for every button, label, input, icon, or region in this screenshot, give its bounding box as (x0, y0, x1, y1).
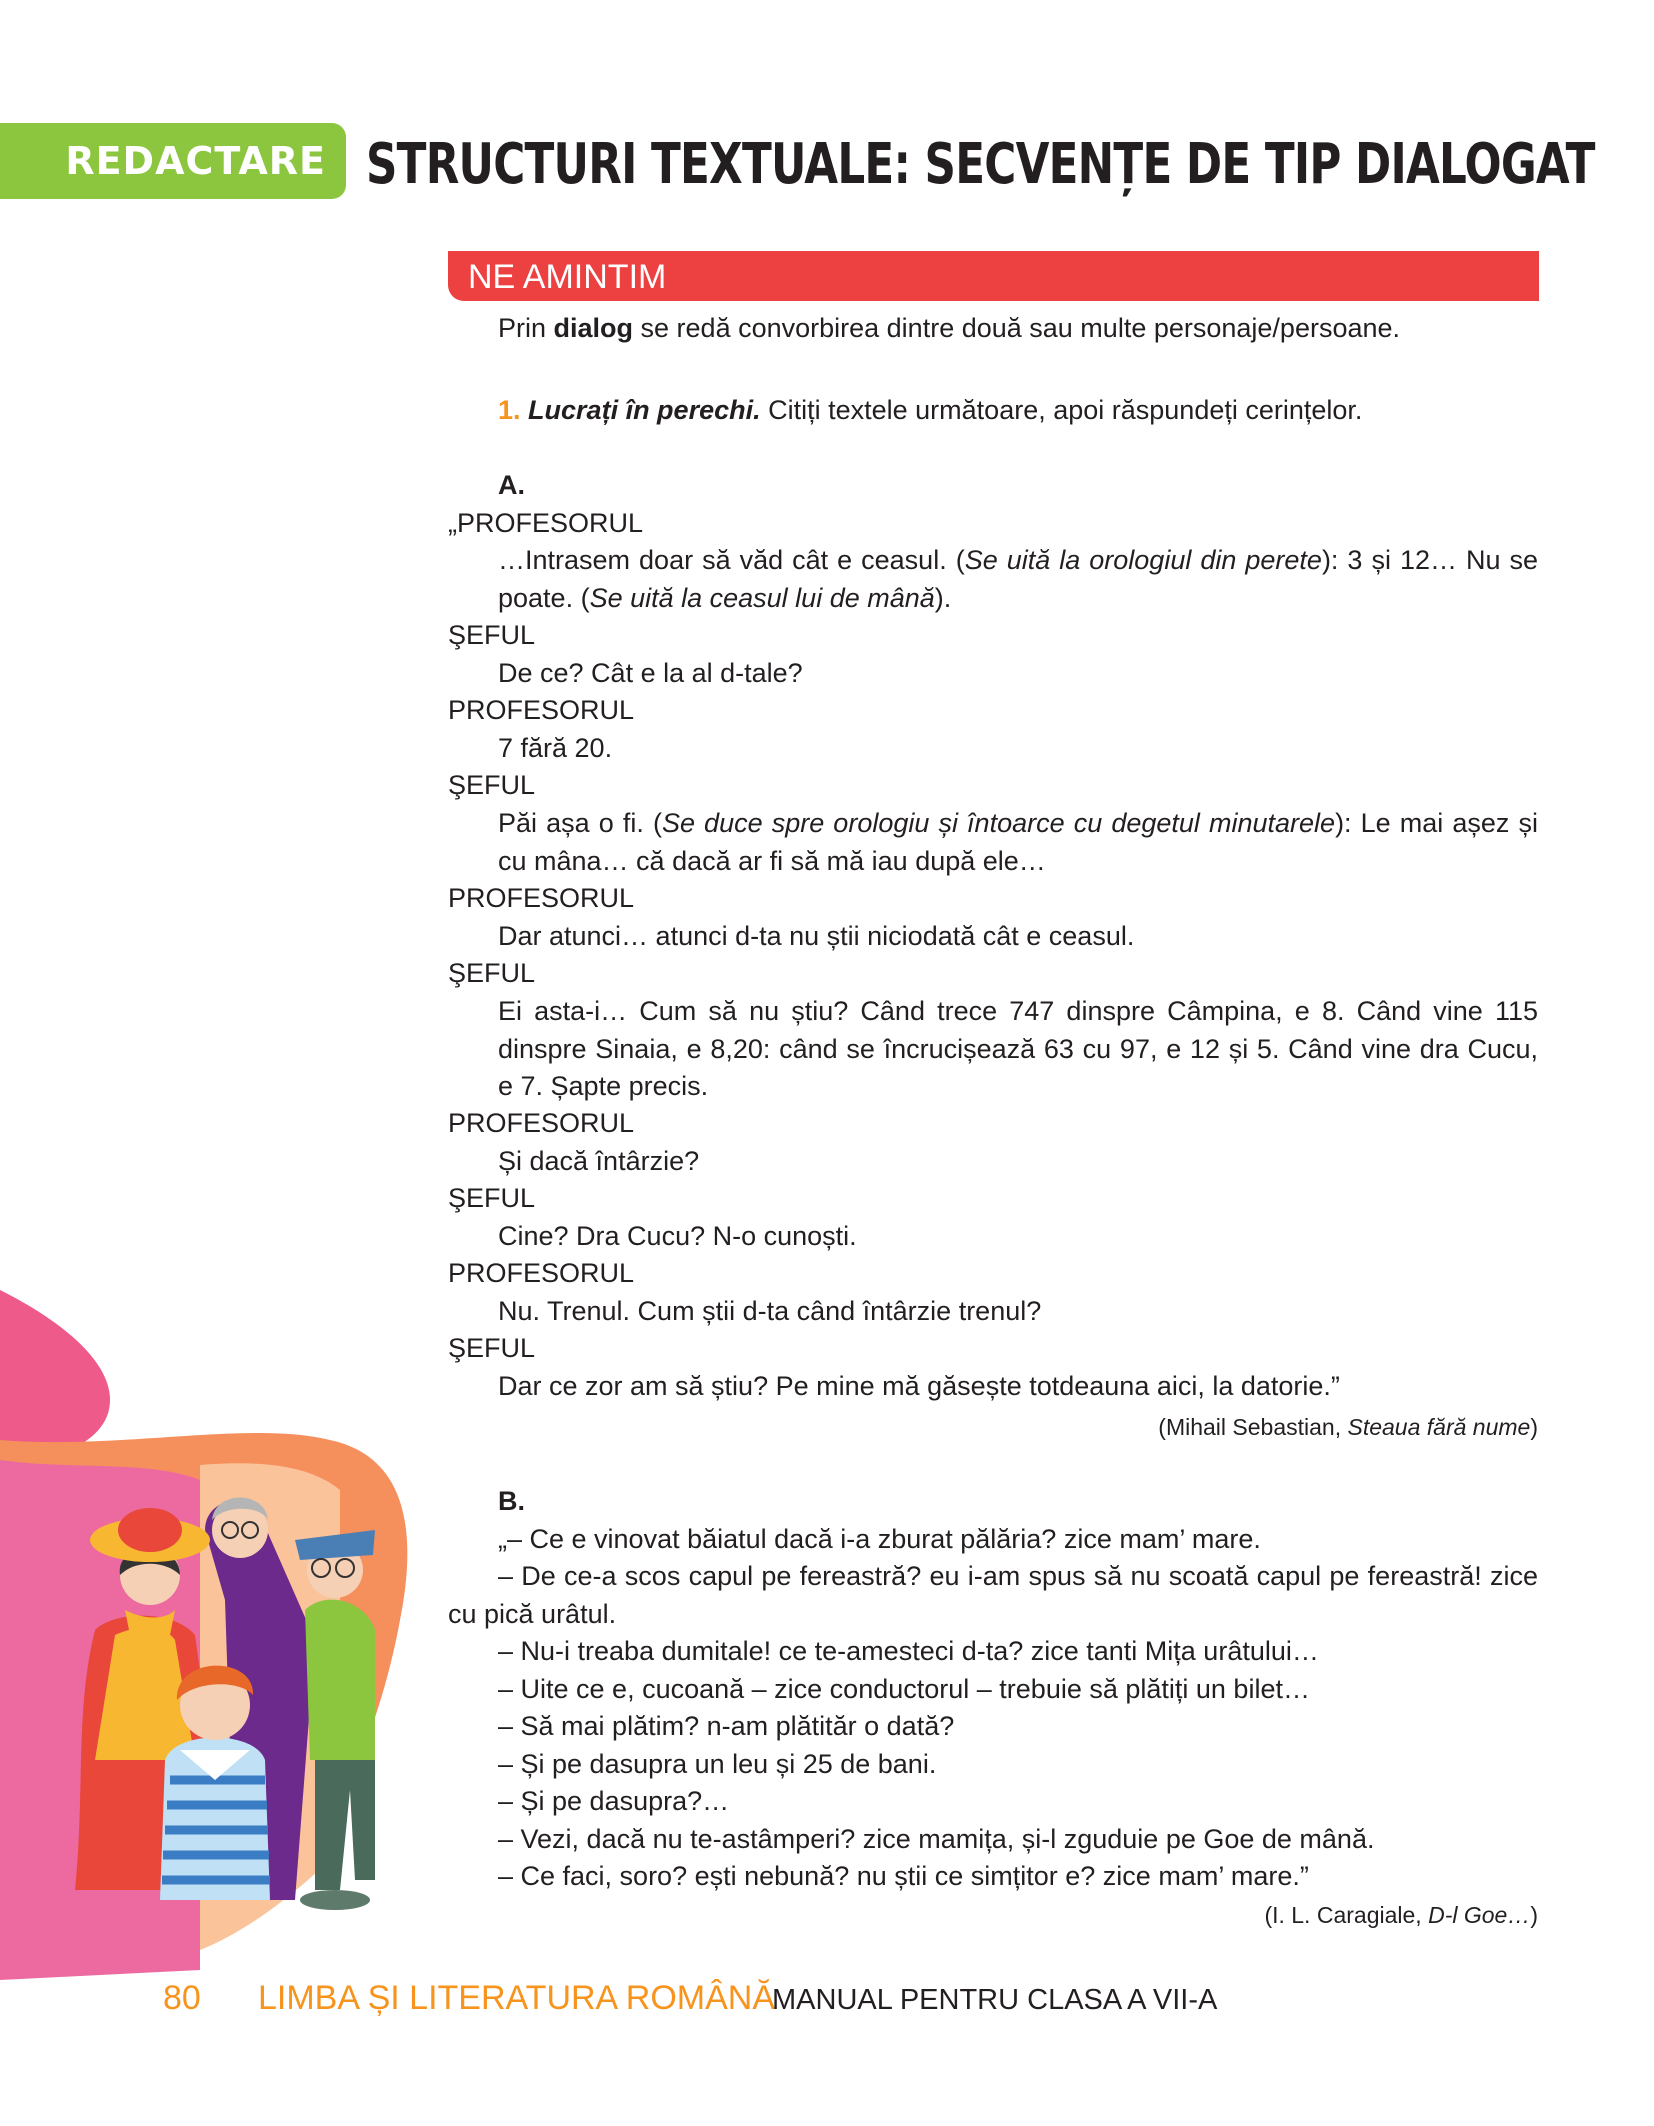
text-b-label: B. (498, 1486, 525, 1516)
dialogue-line: – Ce faci, soro? ești nebună? nu știi ce simțitor e? zice mam’ mare.” (498, 1861, 1309, 1891)
dialogue-line: – De ce-a scos capul pe fereastră? eu i-am spus să nu scoată capul pe fereastră! zice cu pică urâtul. (448, 1561, 1538, 1629)
dialogue-line: „– Ce e vinovat băiatul dacă i-a zburat pălăria? zice mam’ mare. (498, 1524, 1261, 1554)
dialogue-line: De ce? Cât e la al d-tale? (498, 658, 803, 688)
dialogue-line: – Uite ce e, cucoană – zice conductorul – trebuie să plătiți un bilet… (498, 1674, 1310, 1704)
dialogue-line: Dar atunci… atunci d-ta nu știi niciodată cât e ceasul. (498, 921, 1135, 951)
footer-manual-title: MANUAL PENTRU CLASA A VII-A (772, 1984, 1218, 2016)
page-number: 80 (163, 1979, 201, 2017)
dialogue-line: Nu. Trenul. Cum știi d-ta când întârzie trenul? (498, 1296, 1042, 1326)
remind-heading: NE AMINTIM (468, 258, 667, 296)
dialogue-line: 7 fără 20. (498, 733, 613, 763)
text-a-source: (Mihail Sebastian, Steaua fără nume) (1158, 1414, 1538, 1440)
section-tag: REDACTARE (0, 123, 346, 199)
speaker-label: PROFESORUL (448, 695, 635, 725)
dialog-definition: Prin dialog se redă convorbirea dintre două sau multe personaje/persoane. (498, 313, 1401, 343)
speaker-label: PROFESORUL (448, 1258, 635, 1288)
text-a-label: A. (498, 470, 525, 500)
speaker-label: PROFESORUL (448, 883, 635, 913)
dialogue-line: – Să mai plătim? n-am plătităr o dată? (498, 1711, 955, 1741)
speaker-label: „PROFESORUL (448, 508, 644, 538)
illustration-goe-family (55, 1460, 465, 1920)
speaker-label: PROFESORUL (448, 1108, 635, 1138)
speaker-label: ŞEFUL (448, 1183, 536, 1213)
dialogue-line: – Și pe dasupra un leu și 25 de bani. (498, 1749, 937, 1779)
dialogue-line: – Nu-i treaba dumitale! ce te-amesteci d-ta? zice tanti Mița urâtului… (498, 1636, 1319, 1666)
dialogue-line: Păi așa o fi. (Se duce spre orologiu și întoarce cu degetul minutarele): Le mai așez și cu mâna… că dacă ar fi să mă iau după ele… (498, 808, 1538, 876)
dialogue-line: Dar ce zor am să știu? Pe mine mă găsește totdeauna aici, la datorie.” (498, 1371, 1340, 1401)
dialogue-line: Și dacă întârzie? (498, 1146, 700, 1176)
speaker-label: ŞEFUL (448, 620, 536, 650)
speaker-label: ŞEFUL (448, 1333, 536, 1363)
dialogue-line: – Vezi, dacă nu te-astâmperi? zice mamița, și-l zguduie pe Goe de mână. (498, 1824, 1375, 1854)
speaker-label: ŞEFUL (448, 770, 536, 800)
exercise-1-instruction: 1. Lucrați în perechi. Citiți textele următoare, apoi răspundeți cerințelor. (498, 395, 1363, 425)
dialogue-line: – Și pe dasupra?… (498, 1786, 730, 1816)
speaker-label: ŞEFUL (448, 958, 536, 988)
text-b-source: (I. L. Caragiale, D-l Goe…) (1264, 1902, 1538, 1928)
exercise-number: 1. (498, 395, 521, 425)
dialogue-line: …Intrasem doar să văd cât e ceasul. (Se uită la orologiul din perete): 3 și 12… Nu se poate. (Se uită la ceasul lui de mână). (498, 545, 1539, 613)
footer-subject: LIMBA ȘI LITERATURA ROMÂNĂ (258, 1979, 776, 2017)
dialogue-line: Ei asta-i… Cum să nu știu? Când trece 747 dinspre Câmpina, e 8. Când vine 115 dinspre Sinaia, e 8,20: când se încrucișează 63 cu 97, e 12 și 5. Când vine dra Cucu, e 7. Șapte precis. (498, 996, 1538, 1101)
page-title: STRUCTURI TEXTUALE: SECVENȚE DE TIP DIALOGAT (366, 132, 1595, 197)
dialogue-line: Cine? Dra Cucu? N-o cunoști. (498, 1221, 857, 1251)
